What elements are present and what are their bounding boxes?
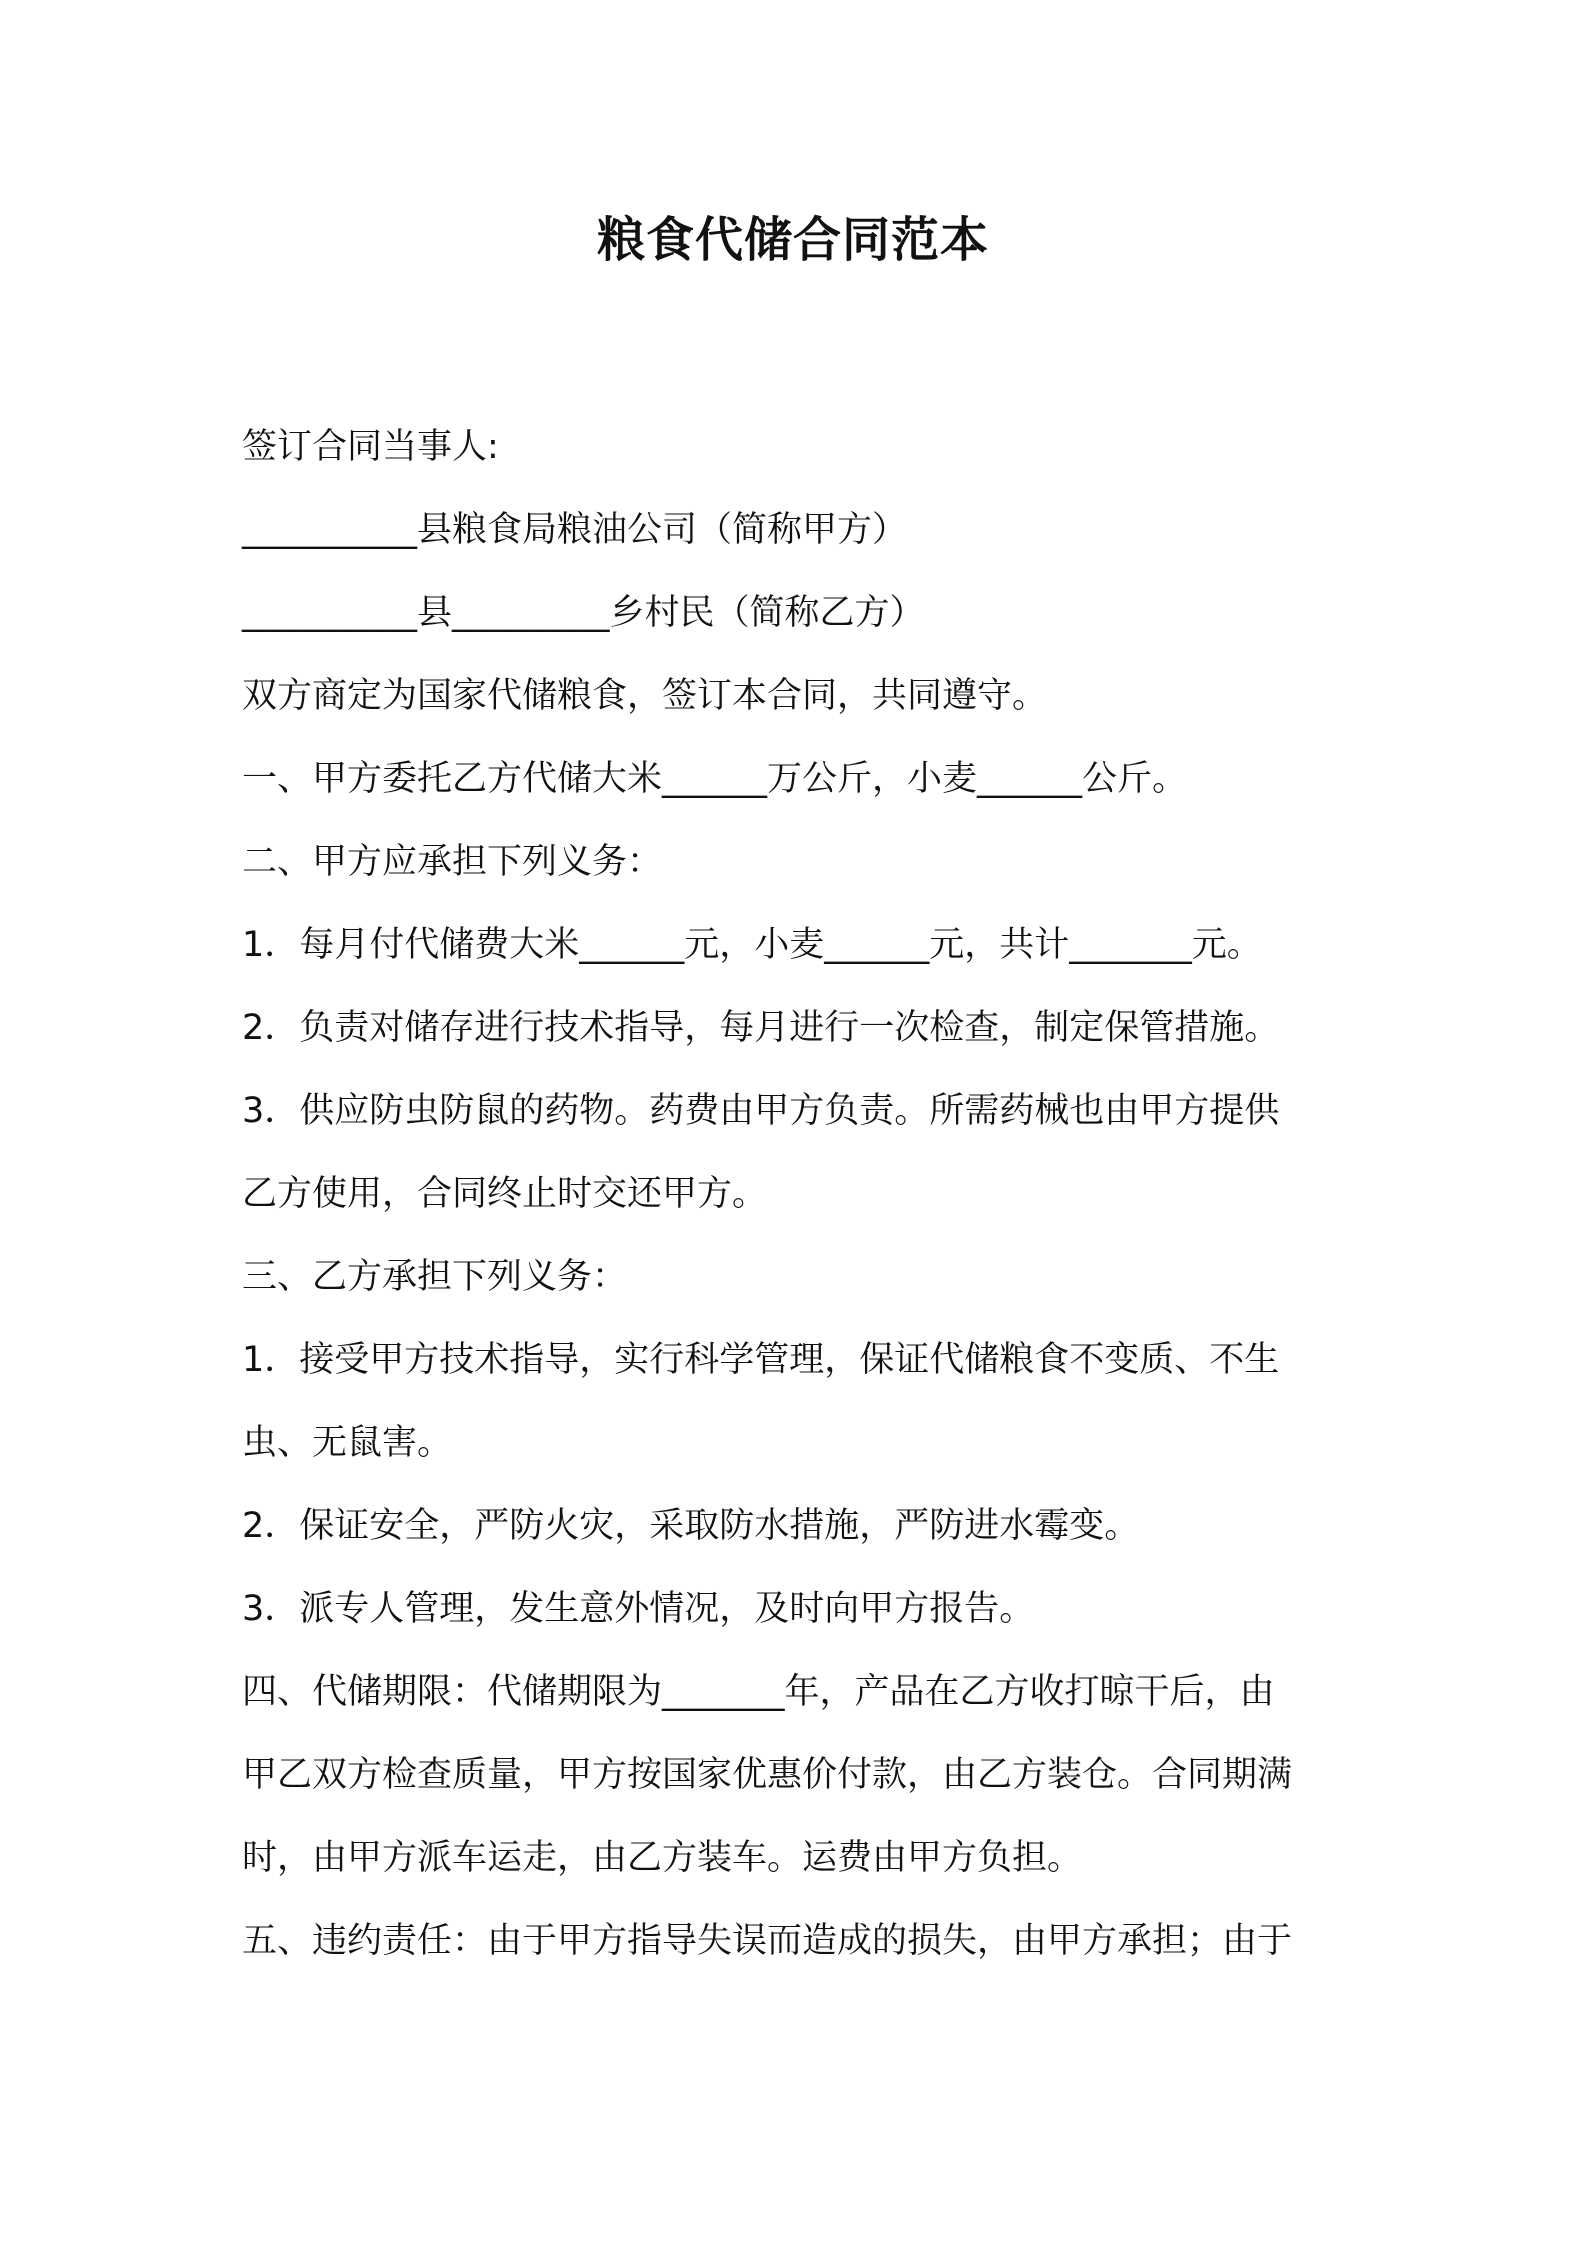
clause-3-item-2: 2．保证安全，严防火灾，采取防水措施，严防进水霉变。 [242,1506,1140,1546]
clause-4-cont-1: 甲乙双方检查质量，甲方按国家优惠价付款，由乙方装仓。合同期满 [242,1755,1293,1795]
agreement-intro: 双方商定为国家代储粮食，签订本合同，共同遵守。 [242,676,1048,716]
clause-3-item-3: 3．派专人管理，发生意外情况，及时向甲方报告。 [242,1589,1035,1629]
party-a-line: __________县粮食局粮油公司（简称甲方） [242,510,908,550]
clause-4-cont-2: 时，由甲方派车运走，由乙方装车。运费由甲方负担。 [242,1838,1083,1878]
clause-3-item-1: 1．接受甲方技术指导，实行科学管理，保证代储粮食不变质、不生 [242,1340,1280,1380]
clause-2-item-2: 2．负责对储存进行技术指导，每月进行一次检查，制定保管措施。 [242,1008,1280,1048]
clause-2-heading: 二、甲方应承担下列义务： [242,842,663,882]
clause-2-item-3: 3．供应防虫防鼠的药物。药费由甲方负责。所需药械也由甲方提供 [242,1091,1280,1131]
clause-5: 五、违约责任：由于甲方指导失误而造成的损失，由甲方承担；由于 [242,1921,1293,1961]
clause-3-item-1-cont: 虫、无鼠害。 [242,1423,453,1463]
clause-1: 一、甲方委托乙方代储大米______万公斤，小麦______公斤。 [242,759,1188,799]
document-title: 粮食代储合同范本 [596,212,989,268]
clause-2-item-1: 1．每月付代储费大米______元，小麦______元，共计_______元。 [242,925,1262,965]
parties-heading: 签订合同当事人: [242,427,499,467]
clause-3-heading: 三、乙方承担下列义务： [242,1257,628,1297]
party-b-line: __________县_________乡村民（简称乙方） [242,593,925,633]
document-body [242,406,1362,1983]
clause-4: 四、代储期限：代储期限为_______年，产品在乙方收打晾干后，由 [242,1672,1275,1712]
clause-2-item-3-cont: 乙方使用，合同终止时交还甲方。 [242,1174,768,1214]
